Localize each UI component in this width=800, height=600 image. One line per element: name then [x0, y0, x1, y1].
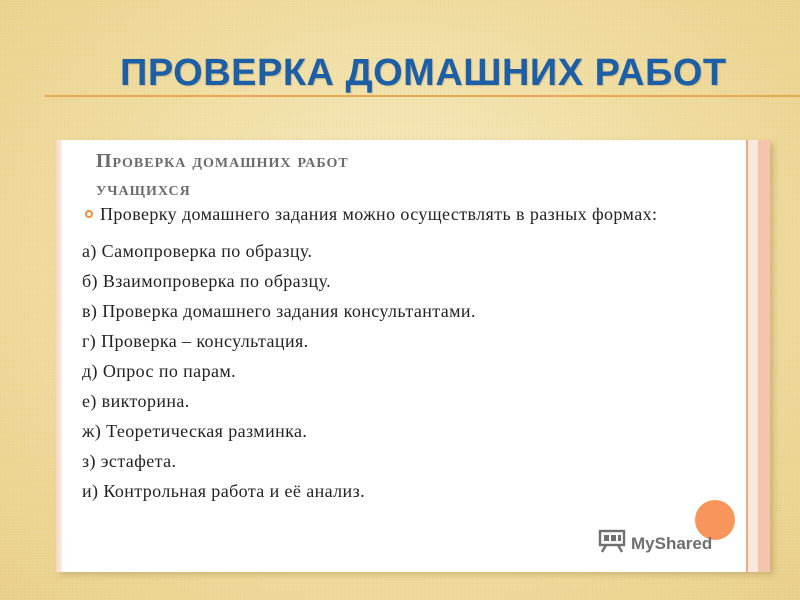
document-right-edge-strip: [758, 140, 770, 572]
document-image: [56, 140, 770, 572]
intro-bullet: [82, 202, 732, 226]
list-item: и) Контрольная работа и её анализ.: [82, 481, 366, 501]
watermark: [598, 529, 712, 558]
title-underline: [45, 95, 800, 97]
list-item: з) эстафета.: [82, 451, 177, 471]
document-heading: [96, 147, 349, 203]
ring-bullet-icon: [85, 210, 93, 218]
list-item: а) Самопроверка по образцу.: [82, 241, 313, 261]
list-item: б) Взаимопроверка по образцу.: [82, 271, 332, 291]
slide-title: ПРОВЕРКА ДОМАШНИХ РАБОТ: [120, 52, 727, 94]
document-heading-line-1: Проверка домашних работ: [96, 150, 349, 172]
presentation-board-icon: [598, 529, 626, 558]
document-heading-line-2: учащихся: [96, 178, 191, 200]
list-item: ж) Теоретическая разминка.: [82, 421, 308, 441]
list-item: г) Проверка – консультация.: [82, 331, 309, 351]
document-left-edge: [56, 140, 62, 572]
list-item: е) викторина.: [82, 391, 190, 411]
document-right-edge-band: [748, 140, 758, 572]
watermark-text: MyShared: [631, 533, 713, 553]
document-body: [82, 202, 732, 506]
list-item: в) Проверка домашнего задания консультантами.: [82, 301, 476, 321]
intro-text: Проверку домашнего задания можно осуществлять в разных формах:: [100, 204, 658, 224]
list-item: д) Опрос по парам.: [82, 361, 237, 381]
